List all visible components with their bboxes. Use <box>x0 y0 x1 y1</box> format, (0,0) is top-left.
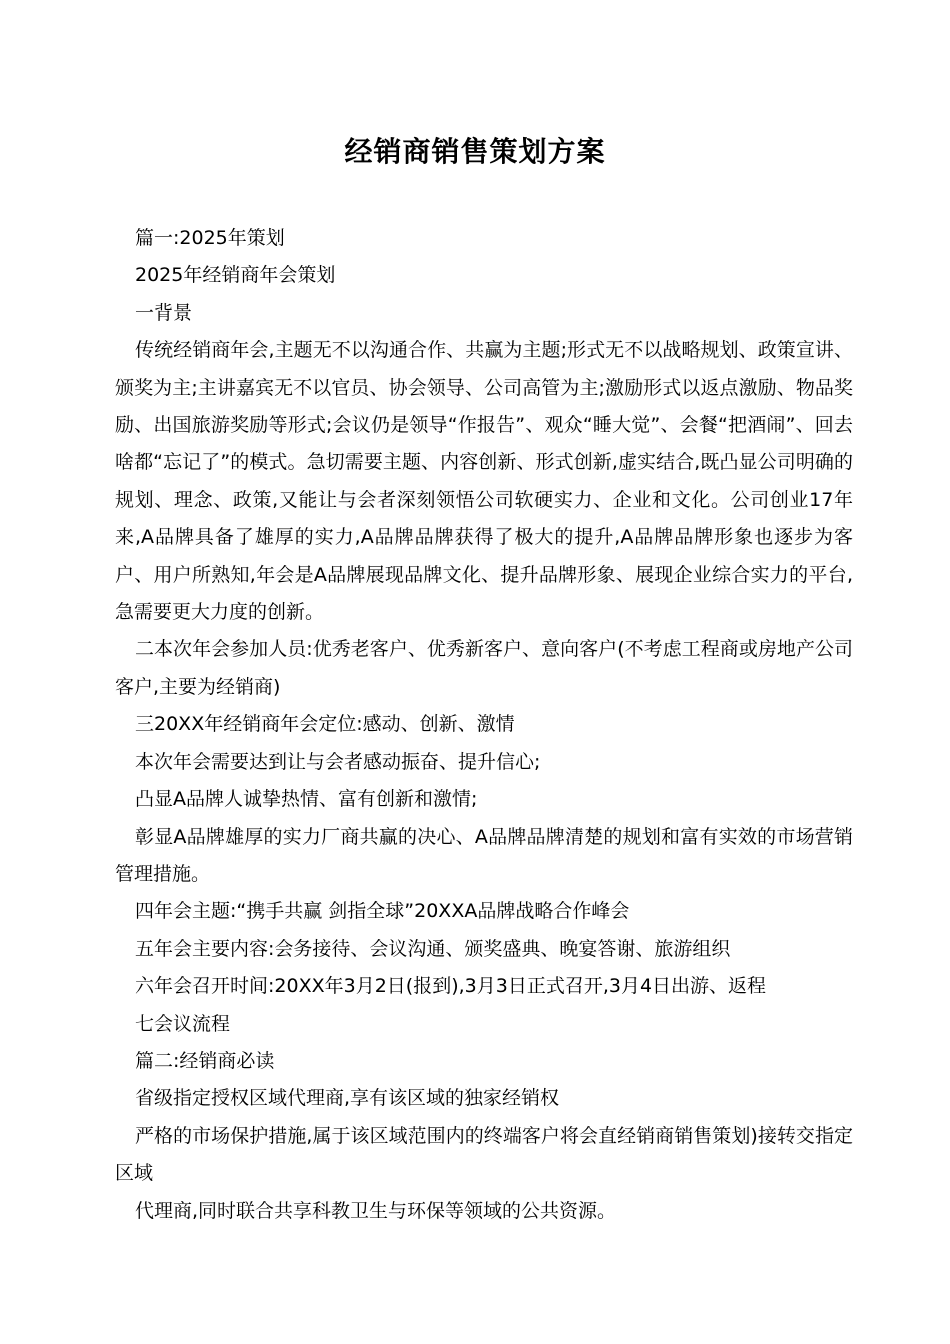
paragraph-goal-passion: 凸显A品牌人诚挚热情、富有创新和激情; <box>135 788 478 811</box>
paragraph-meeting-process: 七会议流程 <box>135 1012 231 1035</box>
paragraph-part-two-heading: 篇二:经销商必读 <box>135 1049 275 1072</box>
paragraph-annual-meeting-plan: 2025年经销商年会策划 <box>135 264 336 287</box>
paragraph-theme: 四年会主题:“携手共赢 剑指全球”20XXA品牌战略合作峰会 <box>135 900 630 923</box>
document-body <box>115 220 853 1230</box>
paragraph-goal-strength: 彰显A品牌雄厚的实力厂商共赢的决心、A品牌品牌清楚的规划和富有实效的市场营销管理措施。 <box>115 825 853 885</box>
paragraph-participants: 二本次年会参加人员:优秀老客户、优秀新客户、意向客户(不考虑工程商或房地产公司客户,主要为经销商) <box>115 638 853 698</box>
paragraph-section-background: 一背景 <box>135 301 193 324</box>
paragraph-background-body: 传统经销商年会,主题无不以沟通合作、共赢为主题;形式无不以战略规划、政策宣讲、颁奖为主;主讲嘉宾无不以官员、协会领导、公司高管为主;激励形式以返点激励、物品奖励、出国旅游奖励等形式;会议仍是领导“作报告”、观众“睡大觉”、会餐“把酒闹”、回去啥都“忘记了”的模式。急切需要主题、内容创新、形式创新,虚实结合,既凸显公司明确的规划、理念、政策,又能让与会者深刻领悟公司软硬实力、企业和文化。公司创业17年来,A品牌具备了雄厚的实力,A品牌品牌获得了极大的提升,A品牌品牌形象也逐步为客户、用户所熟知,年会是A品牌展现品牌文化、提升品牌形象、展现企业综合实力的平台,急需要更大力度的创新。 <box>115 339 853 624</box>
paragraph-schedule: 六年会召开时间:20XX年3月2日(报到),3月3日正式召开,3月4日出游、返程 <box>135 975 767 998</box>
paragraph-part-one-heading: 篇一:2025年策划 <box>135 227 285 249</box>
paragraph-shared-resources: 代理商,同时联合共享科教卫生与环保等领域的公共资源。 <box>135 1199 617 1222</box>
paragraph-positioning: 三20XX年经销商年会定位:感动、创新、激情 <box>135 713 515 736</box>
paragraph-goal-confidence: 本次年会需要达到让与会者感动振奋、提升信心; <box>135 750 541 773</box>
paragraph-market-protection: 严格的市场保护措施,属于该区域范围内的终端客户将会直经销商销售策划)接转交指定区域 <box>115 1124 853 1185</box>
paragraph-exclusive-rights: 省级指定授权区域代理商,享有该区域的独家经销权 <box>135 1087 560 1110</box>
paragraph-main-content: 五年会主要内容:会务接待、会议沟通、颁奖盛典、晚宴答谢、旅游组织 <box>135 937 731 960</box>
document-title: 经销商销售策划方案 <box>344 135 606 168</box>
